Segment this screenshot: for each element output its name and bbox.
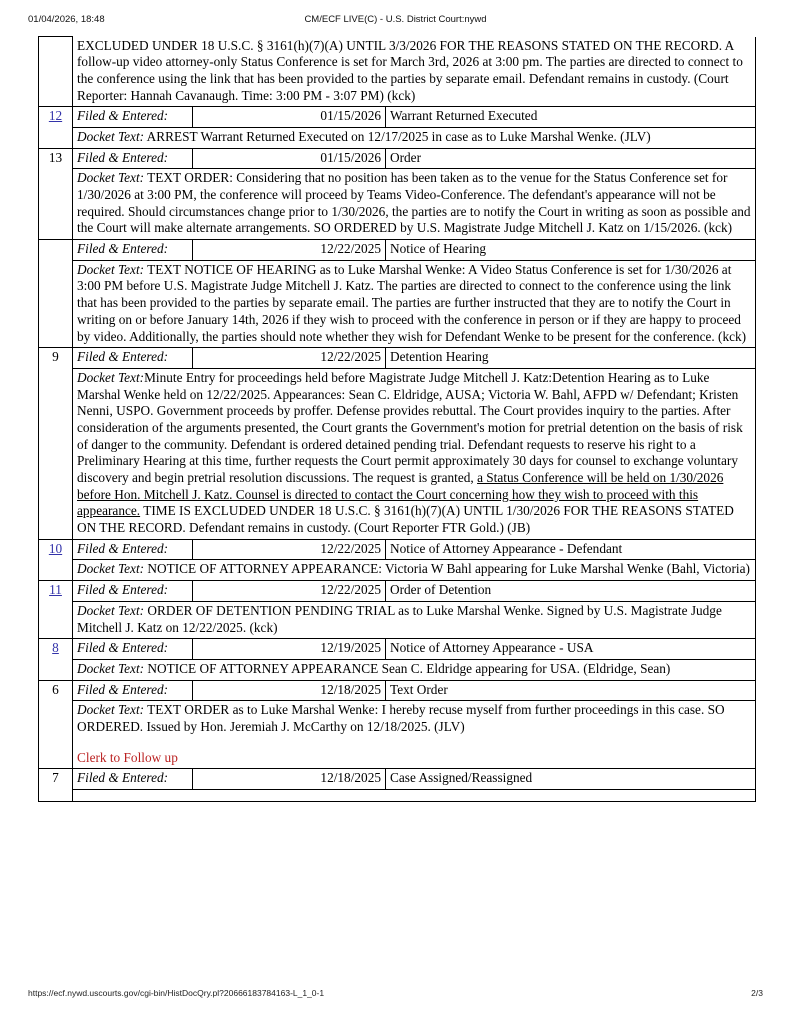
table-row	[39, 127, 756, 148]
page-footer	[0, 988, 791, 1002]
docket-text-continuation: EXCLUDED UNDER 18 U.S.C. § 3161(h)(7)(A) UNTIL 3/3/2026 FOR THE REASONS STATED ON THE RECORD. A follow-up video attorney-only Status Conference is set for March 3rd, 2026 at 3:00 pm. The parties are directed to connect to the conference using the link that has been provided to the parties by separate email. Defendant remains in custody. (Court Reporter: Hannah Cavanaugh. Time: 3:00 PM - 3:07 PM) (kck)	[73, 37, 756, 107]
table-row	[39, 701, 756, 769]
docket-number-cell[interactable]	[39, 539, 73, 580]
docket-table-container	[38, 36, 755, 802]
entry-title: Notice of Attorney Appearance - Defendant	[386, 539, 756, 560]
filed-entered-label: Filed & Entered:	[73, 148, 193, 169]
clerk-follow-up-note: Clerk to Follow up	[77, 749, 178, 765]
docket-number-cell[interactable]	[39, 107, 73, 148]
docket-text-label: Docket Text:	[77, 602, 145, 618]
docket-text-body: TEXT ORDER: Considering that no position has been taken as to the venue for the Status Conference set for 1/30/2026 at 3:00 PM, the conference will proceed by Teams Video-Conference. The defendant's appearance will not be required. Should circumstances change prior to 1/30/2026, the parties are to notify the Court in writing as soon as possible and the Court will make alternate arrangements. SO ORDERED by U.S. Magistrate Judge Mitchell J. Katz on 1/15/2026. (kck)	[77, 170, 751, 236]
filed-entered-date: 12/18/2025	[193, 769, 386, 790]
docket-text-cell	[73, 560, 756, 581]
filed-entered-label: Filed & Entered:	[73, 539, 193, 560]
entry-title: Notice of Hearing	[386, 240, 756, 261]
entry-title: Notice of Attorney Appearance - USA	[386, 639, 756, 660]
docket-number-cell[interactable]	[39, 639, 73, 680]
page-header	[0, 14, 791, 30]
table-row	[39, 769, 756, 790]
docket-text-body: NOTICE OF ATTORNEY APPEARANCE: Victoria W Bahl appearing for Luke Marshal Wenke (Bahl, Victoria)	[147, 561, 750, 577]
entry-title: Case Assigned/Reassigned	[386, 769, 756, 790]
docket-text-cell	[73, 368, 756, 539]
docket-text-cell	[73, 701, 756, 769]
docket-text-label: Docket Text:	[77, 702, 145, 718]
docket-text-cell-truncated	[73, 790, 756, 802]
docket-text-label: Docket Text:	[77, 128, 145, 144]
table-row	[39, 148, 756, 169]
docket-number-6: 6	[52, 681, 59, 697]
filed-entered-label: Filed & Entered:	[73, 581, 193, 602]
docket-number-cell	[39, 240, 73, 348]
docket-text-label: Docket Text:	[77, 170, 145, 186]
entry-title: Warrant Returned Executed	[386, 107, 756, 128]
docket-text-cell	[73, 601, 756, 638]
docket-number-link-11[interactable]: 11	[49, 582, 62, 598]
filed-entered-label: Filed & Entered:	[73, 639, 193, 660]
table-row	[39, 790, 756, 802]
table-row	[39, 240, 756, 261]
docket-number-cell	[39, 37, 73, 107]
table-row	[39, 601, 756, 638]
filed-entered-label: Filed & Entered:	[73, 240, 193, 261]
entry-title: Order	[386, 148, 756, 169]
filed-entered-date: 01/15/2026	[193, 107, 386, 128]
docket-text-label: Docket Text:	[77, 369, 145, 385]
filed-entered-date: 01/15/2026	[193, 148, 386, 169]
entry-title: Detention Hearing	[386, 348, 756, 369]
docket-number-13: 13	[48, 149, 63, 165]
docket-text-label: Docket Text:	[77, 561, 145, 577]
table-row	[39, 560, 756, 581]
table-row	[39, 37, 756, 107]
docket-number-cell	[39, 348, 73, 540]
footer-page-number: 2/3	[751, 988, 763, 998]
docket-text-body: ARREST Warrant Returned Executed on 12/17/2025 in case as to Luke Marshal Wenke. (JLV)	[146, 128, 651, 144]
filed-entered-label: Filed & Entered:	[73, 348, 193, 369]
header-timestamp: 01/04/2026, 18:48	[28, 14, 105, 25]
docket-text-cell	[73, 659, 756, 680]
docket-text-cell	[73, 260, 756, 347]
docket-text-label: Docket Text:	[77, 261, 145, 277]
table-row	[39, 659, 756, 680]
docket-text-body: NOTICE OF ATTORNEY APPEARANCE Sean C. Eldridge appearing for USA. (Eldridge, Sean)	[147, 660, 671, 676]
filed-entered-date: 12/18/2025	[193, 680, 386, 701]
table-row	[39, 260, 756, 347]
footer-source-url: https://ecf.nywd.uscourts.gov/cgi-bin/HistDocQry.pl?20666183784163-L_1_0-1	[28, 988, 325, 998]
docket-text-body-part1: Minute Entry for proceedings held before Magistrate Judge Mitchell J. Katz:Detention Hearing as to Luke Marshal Wenke held on 12/22/2025. Appearances: Sean C. Eldridge, AUSA; Victoria W. Bahl, AFPD w/ Defendant; Kristen Nenni, USPO. Government proceeds by proffer. Defense provides rebuttal. The Court provides inquiry to the parties. After consideration of the arguments presented, the Court grants the Government's motion for pretrial detention on the basis of risk of danger to the community. Defendant is ordered detained pending trial. Defendant requests to reserve his right to a Preliminary Hearing at this time, further requests the Court permit approximately 30 days for counsel to exchange voluntary discovery and begin pretrial resolution discussions. The request is granted,	[77, 369, 743, 485]
docket-number-7: 7	[52, 770, 59, 786]
docket-number-cell[interactable]	[39, 581, 73, 639]
docket-text-body: TEXT ORDER as to Luke Marshal Wenke: I hereby recuse myself from further proceedings in this case. SO ORDERED. Issued by Hon. Jeremiah J. McCarthy on 12/18/2025. (JLV)	[77, 702, 725, 734]
docket-table	[38, 36, 756, 802]
docket-number-link-8[interactable]: 8	[52, 640, 59, 656]
table-row	[39, 639, 756, 660]
docket-text-label: Docket Text:	[77, 660, 145, 676]
docket-number-cell	[39, 769, 73, 802]
docket-text-body: TEXT NOTICE OF HEARING as to Luke Marshal Wenke: A Video Status Conference is set for 1/30/2026 at 3:00 PM before U.S. Magistrate Judge Mitchell J. Katz. The parties are directed to connect to the conference using the link that has been provided to the parties by separate email. The parties are further instructed that they are to notify the Court in writing on or before January 14th, 2026 if they wish to proceed with the conference in person or if they are happy to proceed by video. Additionally, the parties should note whether they wish for Defendant Wenke to be present for the conference. (kck)	[77, 261, 747, 344]
table-row	[39, 680, 756, 701]
header-system-title: CM/ECF LIVE(C) - U.S. District Court:nywd	[304, 14, 487, 25]
docket-text-underlined-clause: a Status Conference will be held on 1/30/2026 before Hon. Mitchell J. Katz. Counsel is directed to contact the Court concerning how they wish to proceed with this appearance.	[77, 470, 724, 519]
docket-number-9: 9	[52, 349, 59, 365]
filed-entered-label: Filed & Entered:	[73, 107, 193, 128]
filed-entered-date: 12/22/2025	[193, 539, 386, 560]
table-row	[39, 581, 756, 602]
filed-entered-label: Filed & Entered:	[73, 769, 193, 790]
docket-number-cell	[39, 680, 73, 769]
table-row	[39, 169, 756, 240]
table-row	[39, 368, 756, 539]
docket-number-cell	[39, 148, 73, 239]
docket-number-link-10[interactable]: 10	[48, 540, 63, 556]
filed-entered-date: 12/22/2025	[193, 348, 386, 369]
docket-text-body-part2: TIME IS EXCLUDED UNDER 18 U.S.C. § 3161(h)(7)(A) UNTIL 1/30/2026 FOR THE REASONS STATED ON THE RECORD. Defendant remains in custody. (Court Reporter FTR Gold.) (JB)	[77, 503, 734, 536]
table-row	[39, 348, 756, 369]
docket-number-link-12[interactable]: 12	[48, 108, 63, 124]
filed-entered-date: 12/19/2025	[193, 639, 386, 660]
entry-title: Order of Detention	[386, 581, 756, 602]
docket-text-cell	[73, 127, 756, 148]
filed-entered-date: 12/22/2025	[193, 240, 386, 261]
docket-text-cell	[73, 169, 756, 240]
table-row	[39, 539, 756, 560]
filed-entered-label: Filed & Entered:	[73, 680, 193, 701]
table-row	[39, 107, 756, 128]
entry-title: Text Order	[386, 680, 756, 701]
filed-entered-date: 12/22/2025	[193, 581, 386, 602]
docket-text-body: ORDER OF DETENTION PENDING TRIAL as to Luke Marshal Wenke. Signed by U.S. Magistrate Judge Mitchell J. Katz on 12/22/2025. (kck)	[77, 602, 722, 635]
